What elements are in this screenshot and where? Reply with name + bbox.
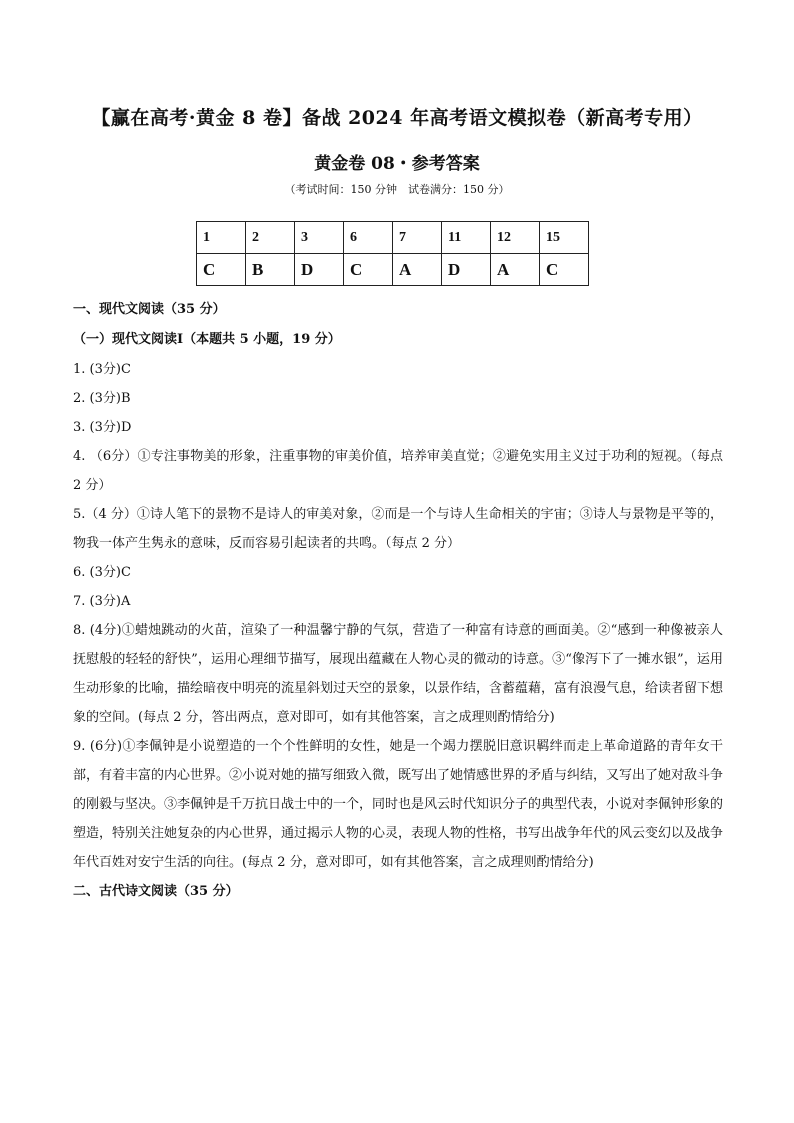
exam-info: （考试时间：150 分钟 试卷满分：150 分） [284, 183, 510, 196]
answer-cell: A [491, 254, 540, 286]
answer-q2: 2. (3分)B [73, 391, 131, 406]
answer-q3: 3. (3分)D [73, 420, 132, 435]
answer-cell: A [393, 254, 442, 286]
document-title: 【赢在高考·黄金 8 卷】备战 2024 年高考语文模拟卷（新高考专用） [91, 107, 703, 129]
answer-cell: D [295, 254, 344, 286]
section-heading-classical-reading: 二、古代诗文阅读（35 分） [73, 884, 239, 899]
answer-q4: 4. （6分）①专注事物美的形象，注重事物的审美价值，培养审美直觉；②避免实用主义过于功利的短视。（每点 2 分） [73, 449, 723, 493]
subsection-heading-modern-reading-1: （一）现代文阅读Ⅰ（本题共 5 小题，19 分） [73, 332, 341, 347]
answer-q9: 9. (6分)①李佩钟是小说塑造的一个个性鲜明的女性，她是一个竭力摆脱旧意识羁绊而走上革命道路的青年女干部，有着丰富的内心世界。②小说对她的描写细致入微，既写出了她情感世界的矛盾与纠结，又写出了她对敌斗争的刚毅与坚决。③李佩钟是千万抗日战士中的一个，同时也是风云时代知识分子的典型代表，小说对李佩钟形象的塑造，特别关注她复杂的内心世界，通过揭示人物的心灵，表现人物的性格，书写出战争年代的风云变幻以及战争年代百姓对安宁生活的向往。(每点 2 分，意对即可，如有其他答案，言之成理则酌情给分) [73, 739, 724, 870]
answer-content [73, 295, 723, 907]
answer-table-number-row [197, 222, 589, 254]
answer-table-answer-row [197, 254, 589, 286]
answer-cell: C [540, 254, 589, 286]
answer-cell: C [344, 254, 393, 286]
answer-table [196, 221, 589, 286]
question-number-cell: 11 [442, 222, 491, 254]
question-number-cell: 2 [246, 222, 295, 254]
answer-q6: 6. (3分)C [73, 565, 131, 580]
question-number-cell: 15 [540, 222, 589, 254]
answer-q7: 7. (3分)A [73, 594, 131, 609]
answer-q8: 8. (4分)①蜡烛跳动的火苗，渲染了一种温馨宁静的气氛，营造了一种富有诗意的画面美。②“感到一种像被亲人抚慰般的轻轻的舒快”，运用心理细节描写，展现出蕴藏在人物心灵的微动的诗意。③“像泻下了一摊水银”，运用生动形象的比喻，描绘暗夜中明亮的流星斜划过天空的景象，以景作结，含蓄蕴藉，富有浪漫气息，给读者留下想象的空间。(每点 2 分，答出两点，意对即可，如有其他答案，言之成理则酌情给分) [73, 623, 724, 725]
question-number-cell: 3 [295, 222, 344, 254]
question-number-cell: 6 [344, 222, 393, 254]
answer-q1: 1. (3分)C [73, 362, 131, 377]
question-number-cell: 7 [393, 222, 442, 254]
question-number-cell: 12 [491, 222, 540, 254]
answer-cell: D [442, 254, 491, 286]
question-number-cell: 1 [197, 222, 246, 254]
answer-cell: B [246, 254, 295, 286]
answer-q5: 5.（4 分）①诗人笔下的景物不是诗人的审美对象，②而是一个与诗人生命相关的宇宙；③诗人与景物是平等的，物我一体产生隽永的意味，反而容易引起读者的共鸣。（每点 2 分） [73, 507, 723, 551]
section-heading-modern-reading: 一、现代文阅读（35 分） [73, 302, 226, 317]
answer-cell: C [197, 254, 246, 286]
document-subtitle: 黄金卷 08・参考答案 [314, 154, 480, 174]
